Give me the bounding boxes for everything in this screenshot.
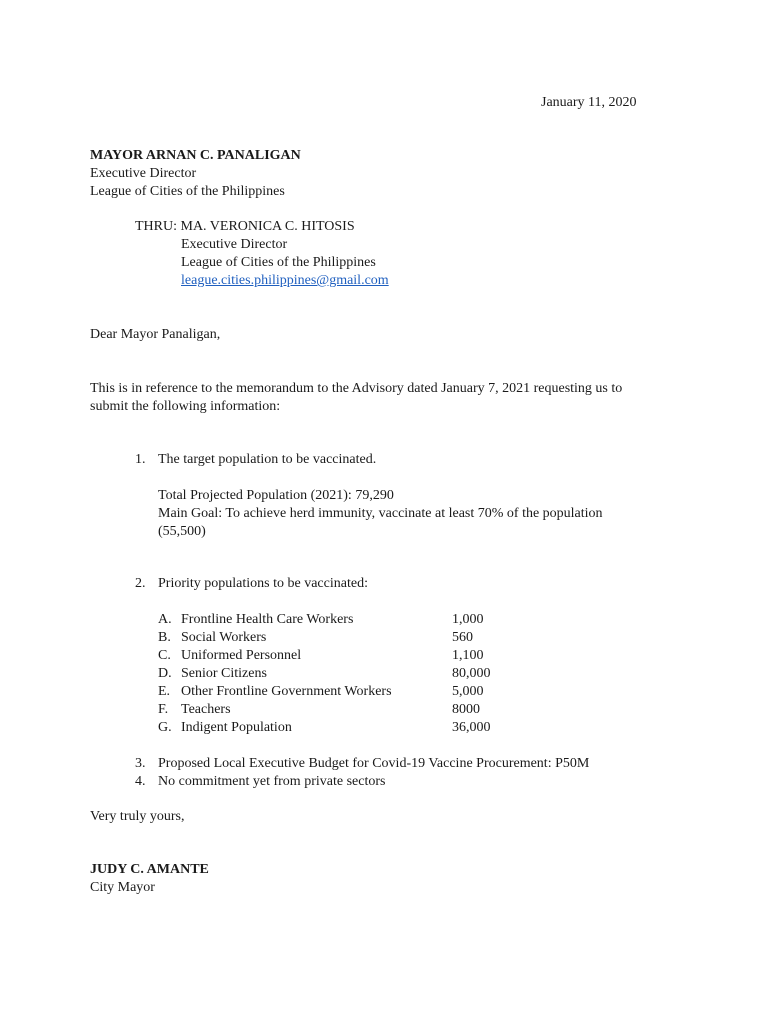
priority-group-row bbox=[158, 683, 518, 701]
priority-group-count: 5,000 bbox=[452, 684, 484, 699]
letter-date: January 11, 2020 bbox=[541, 95, 637, 110]
list-item-3-number: 3. bbox=[135, 756, 146, 771]
recipient-org: League of Cities of the Philippines bbox=[90, 184, 285, 199]
priority-group-name: Senior Citizens bbox=[181, 666, 267, 681]
priority-group-letter: A. bbox=[158, 612, 172, 627]
priority-group-name: Indigent Population bbox=[181, 720, 292, 735]
priority-group-row bbox=[158, 629, 518, 647]
priority-group-count: 1,000 bbox=[452, 612, 484, 627]
priority-group-letter: E. bbox=[158, 684, 171, 699]
intro-line-1: This is in reference to the memorandum to the Advisory dated January 7, 2021 requesting us to bbox=[90, 381, 623, 396]
priority-group-count: 1,100 bbox=[452, 648, 484, 663]
list-item-1-number: 1. bbox=[135, 452, 146, 467]
priority-group-count: 560 bbox=[452, 630, 473, 645]
list-item-3-text: Proposed Local Executive Budget for Covid-19 Vaccine Procurement: P50M bbox=[158, 756, 590, 771]
priority-group-letter: C. bbox=[158, 648, 171, 663]
priority-group-row bbox=[158, 647, 518, 665]
priority-group-letter: F. bbox=[158, 702, 169, 717]
thru-title: Executive Director bbox=[181, 237, 288, 252]
priority-group-count: 8000 bbox=[452, 702, 480, 717]
salutation: Dear Mayor Panaligan, bbox=[90, 327, 221, 342]
priority-group-row bbox=[158, 611, 518, 629]
priority-group-count: 36,000 bbox=[452, 720, 491, 735]
signer-name: JUDY C. AMANTE bbox=[90, 862, 209, 877]
list-item-2-number: 2. bbox=[135, 576, 146, 591]
signer-title: City Mayor bbox=[90, 880, 155, 895]
total-population: Total Projected Population (2021): 79,290 bbox=[158, 488, 394, 503]
priority-group-letter: G. bbox=[158, 720, 172, 735]
thru-email-link[interactable]: league.cities.philippines@gmail.com bbox=[181, 273, 389, 288]
recipient-name: MAYOR ARNAN C. PANALIGAN bbox=[90, 148, 301, 163]
priority-group-row bbox=[158, 701, 518, 719]
main-goal-line-1: Main Goal: To achieve herd immunity, vaccinate at least 70% of the population bbox=[158, 506, 603, 521]
priority-group-row bbox=[158, 665, 518, 683]
priority-group-name: Social Workers bbox=[181, 630, 267, 645]
priority-group-name: Uniformed Personnel bbox=[181, 648, 302, 663]
priority-group-letter: B. bbox=[158, 630, 171, 645]
recipient-title: Executive Director bbox=[90, 166, 197, 181]
main-goal-line-2: (55,500) bbox=[158, 524, 206, 539]
priority-group-name: Teachers bbox=[181, 702, 231, 717]
list-item-4-number: 4. bbox=[135, 774, 146, 789]
intro-line-2: submit the following information: bbox=[90, 399, 281, 414]
priority-group-name: Other Frontline Government Workers bbox=[181, 684, 392, 699]
priority-group-letter: D. bbox=[158, 666, 172, 681]
priority-group-count: 80,000 bbox=[452, 666, 491, 681]
closing: Very truly yours, bbox=[90, 809, 185, 824]
thru-line: THRU: MA. VERONICA C. HITOSIS bbox=[135, 219, 355, 234]
list-item-1-text: The target population to be vaccinated. bbox=[158, 452, 377, 467]
priority-group-row bbox=[158, 719, 518, 737]
thru-org: League of Cities of the Philippines bbox=[181, 255, 376, 270]
list-item-2-text: Priority populations to be vaccinated: bbox=[158, 576, 368, 591]
priority-group-name: Frontline Health Care Workers bbox=[181, 612, 354, 627]
list-item-4-text: No commitment yet from private sectors bbox=[158, 774, 386, 789]
